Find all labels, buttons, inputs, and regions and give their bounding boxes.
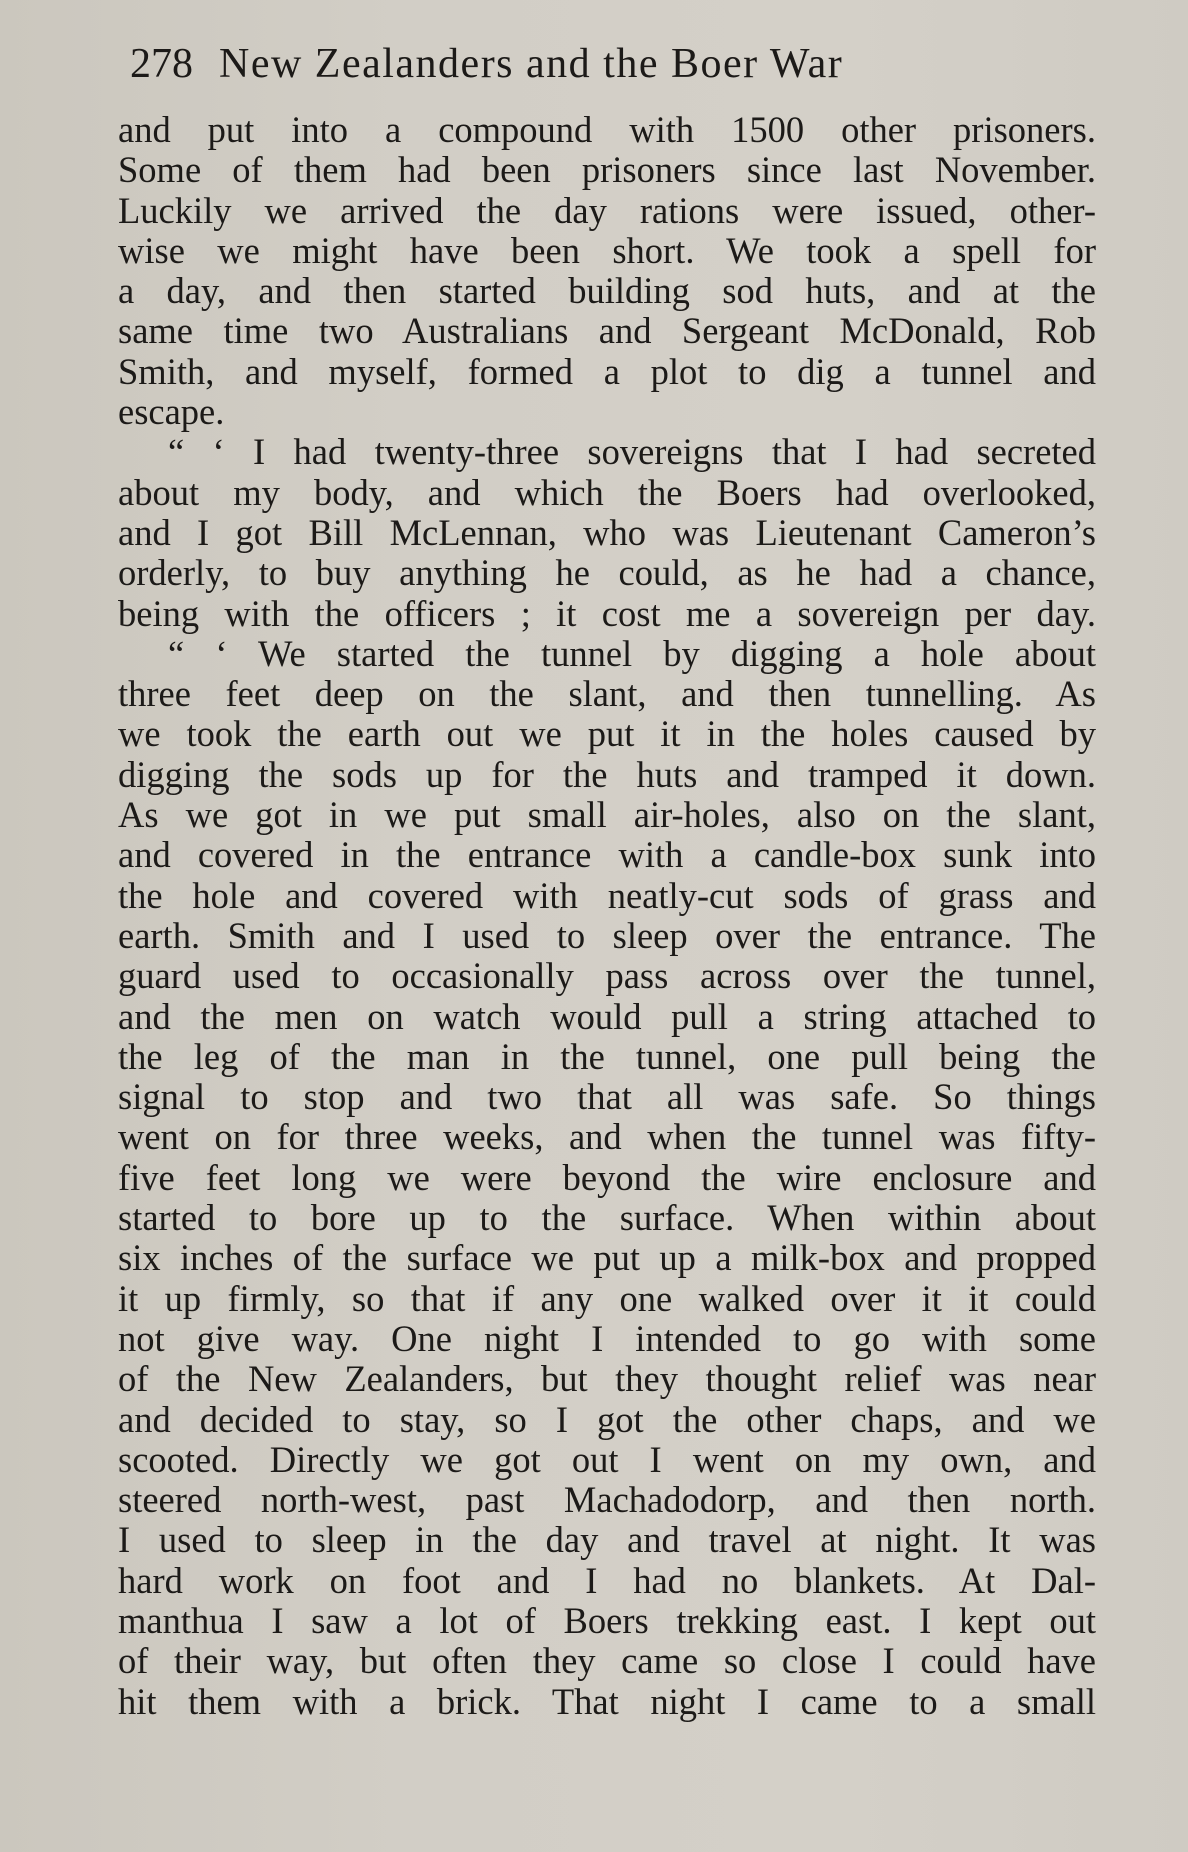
running-head: [130, 40, 1040, 92]
text-line: digging the sods up for the huts and tramped it down.: [118, 753, 1096, 795]
text-line: Smith, and myself, formed a plot to dig a tunnel and: [118, 350, 1096, 392]
text-line: it up firmly, so that if any one walked over it it could: [118, 1277, 1096, 1319]
text-line: and I got Bill McLennan, who was Lieutenant Cameron’s: [118, 511, 1096, 553]
text-line: a day, and then started building sod huts, and at the: [118, 270, 1096, 312]
text-line: manthua I saw a lot of Boers trekking east. I kept out: [118, 1599, 1096, 1641]
text-line: escape.: [118, 391, 225, 433]
text-line: five feet long we were beyond the wire enclosure and: [118, 1156, 1096, 1198]
text-line: “ ‘ We started the tunnel by digging a hole about: [168, 632, 1096, 674]
text-line: same time two Australians and Sergeant McDonald, Rob: [118, 310, 1096, 352]
text-line: and the men on watch would pull a string attached to: [118, 995, 1096, 1037]
text-line: the leg of the man in the tunnel, one pull being the: [118, 1035, 1096, 1077]
text-line: of their way, but often they came so close I could have: [118, 1640, 1096, 1682]
page-number: 278: [130, 41, 193, 87]
text-line: about my body, and which the Boers had overlooked,: [118, 471, 1096, 513]
text-line: three feet deep on the slant, and then tunnelling. As: [118, 673, 1096, 715]
text-line: and decided to stay, so I got the other chaps, and we: [118, 1398, 1096, 1440]
text-line: Some of them had been prisoners since last November.: [118, 149, 1096, 191]
text-line: and put into a compound with 1500 other prisoners.: [118, 109, 1096, 150]
text-line: went on for three weeks, and when the tunnel was fifty-: [118, 1116, 1096, 1158]
text-line: not give way. One night I intended to go with some: [118, 1317, 1096, 1359]
text-line: guard used to occasionally pass across over the tunnel,: [118, 955, 1096, 997]
text-line: started to bore up to the surface. When within about: [118, 1197, 1096, 1239]
text-line: the hole and covered with neatly-cut sods of grass and: [118, 874, 1096, 916]
text-line: “ ‘ I had twenty-three sovereigns that I had secreted: [168, 431, 1096, 473]
text-line: orderly, to buy anything he could, as he had a chance,: [118, 552, 1096, 594]
text-line: wise we might have been short. We took a spell for: [118, 229, 1096, 271]
text-line: I used to sleep in the day and travel at night. It was: [118, 1519, 1096, 1561]
body-text: [118, 110, 1096, 1722]
text-line: Luckily we arrived the day rations were issued, other-: [118, 189, 1096, 231]
text-line: As we got in we put small air-holes, also on the slant,: [118, 794, 1096, 836]
text-line: hard work on foot and I had no blankets. At Dal-: [118, 1559, 1096, 1601]
text-line: being with the officers ; it cost me a sovereign per day.: [118, 592, 1096, 634]
text-line: six inches of the surface we put up a milk-box and propped: [118, 1237, 1096, 1279]
text-line: of the New Zealanders, but they thought relief was near: [118, 1358, 1096, 1400]
text-line: we took the earth out we put it in the holes caused by: [118, 713, 1096, 755]
text-line: steered north-west, past Machadodorp, and then north.: [118, 1479, 1096, 1521]
text-line: and covered in the entrance with a candle-box sunk into: [118, 834, 1096, 876]
running-title: New Zealanders and the Boer War: [219, 41, 844, 87]
text-line: hit them with a brick. That night I came to a small: [118, 1680, 1096, 1722]
text-line: earth. Smith and I used to sleep over the entrance. The: [118, 914, 1096, 956]
text-line: signal to stop and two that all was safe. So things: [118, 1076, 1096, 1118]
text-line: scooted. Directly we got out I went on my own, and: [118, 1438, 1096, 1480]
